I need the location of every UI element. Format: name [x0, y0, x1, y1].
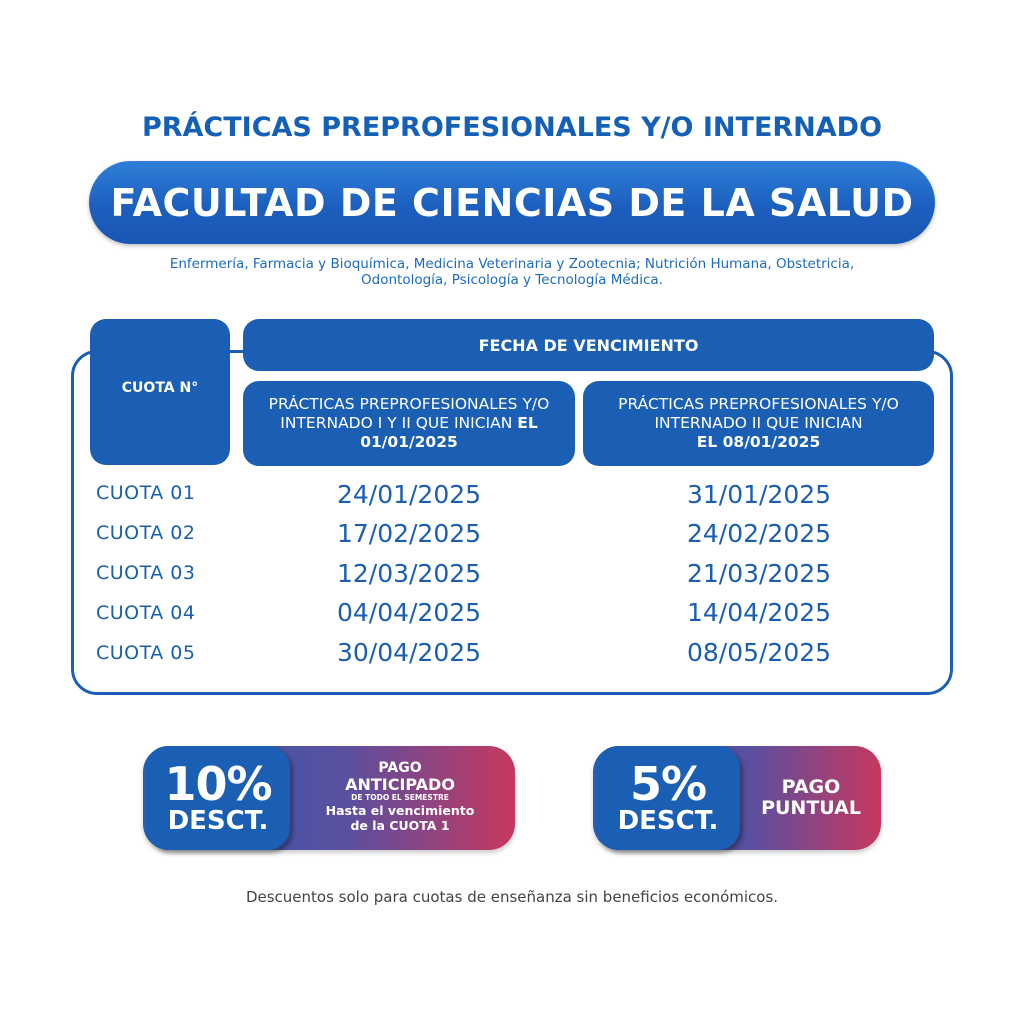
- date-col1-cuota-04: 04/04/2025: [336, 598, 482, 627]
- column-header-date: EL 08/01/2025: [696, 433, 821, 451]
- footnote: Descuentos solo para cuotas de enseñanza sin beneficios económicos.: [245, 888, 779, 906]
- row-label-cuota-05: CUOTA 05: [96, 642, 196, 664]
- discount-10-line-3: DE TODO EL SEMESTRE: [351, 793, 449, 802]
- discount-10-line-4: Hasta el vencimiento: [325, 803, 475, 818]
- discount-5-line-2: PUNTUAL: [761, 797, 861, 819]
- date-col1-cuota-02: 17/02/2025: [336, 519, 482, 548]
- discount-5-line-1: PAGO: [781, 776, 841, 798]
- row-label-cuota-03: CUOTA 03: [96, 562, 196, 584]
- discount-10-line-5: de la CUOTA 1: [350, 818, 450, 833]
- row-label-cuota-02: CUOTA 02: [96, 522, 196, 544]
- discount-5-badge: [596, 746, 740, 850]
- column-header-text: PRÁCTICAS PREPROFESIONALES Y/O INTERNADO I Y II QUE INICIAN: [268, 395, 550, 432]
- careers-list: [120, 256, 904, 288]
- date-col1-cuota-03: 12/03/2025: [336, 559, 482, 588]
- column-header-internado-ii: [583, 381, 934, 466]
- date-col1-cuota-05: 30/04/2025: [336, 638, 482, 667]
- discount-5-label: DESCT.: [617, 806, 719, 836]
- row-label-cuota-01: CUOTA 01: [96, 482, 196, 504]
- page-title: FACULTAD DE CIENCIAS DE LA SALUD: [110, 180, 914, 225]
- careers-line-2: Odontología, Psicología y Tecnología Médica.: [361, 272, 663, 288]
- page-subtitle: PRÁCTICAS PREPROFESIONALES Y/O INTERNADO: [141, 112, 883, 143]
- faculty-banner: [89, 161, 935, 244]
- careers-line-1: Enfermería, Farmacia y Bioquímica, Medicina Veterinaria y Zootecnia; Nutrición Humana, Obstetricia,: [169, 256, 855, 272]
- discount-5-description: [745, 777, 877, 819]
- row-label-cuota-04: CUOTA 04: [96, 602, 196, 624]
- date-col2-cuota-02: 24/02/2025: [686, 519, 832, 548]
- discount-10-badge: [146, 746, 290, 850]
- date-col2-cuota-05: 08/05/2025: [686, 638, 832, 667]
- discount-10-line-1: PAGO: [378, 760, 422, 776]
- date-col2-cuota-04: 14/04/2025: [686, 598, 832, 627]
- discount-10-label: DESCT.: [167, 806, 269, 836]
- date-col2-cuota-03: 21/03/2025: [686, 559, 832, 588]
- date-col1-cuota-01: 24/01/2025: [336, 480, 482, 509]
- column-header-date: EL 01/01/2025: [360, 414, 538, 451]
- column-header-internado-i-ii: [243, 381, 575, 466]
- discount-10-percent: 10%: [164, 757, 272, 811]
- discount-10-line-2: ANTICIPADO: [345, 775, 455, 794]
- column-header-text: PRÁCTICAS PREPROFESIONALES Y/O INTERNADO II QUE INICIAN: [618, 395, 899, 432]
- discount-10-description: [300, 760, 500, 833]
- date-col2-cuota-01: 31/01/2025: [686, 480, 832, 509]
- discount-5-percent: 5%: [629, 757, 707, 811]
- fecha-vencimiento-header: FECHA DE VENCIMIENTO: [243, 319, 934, 371]
- cuota-column-header: CUOTA N°: [90, 319, 230, 465]
